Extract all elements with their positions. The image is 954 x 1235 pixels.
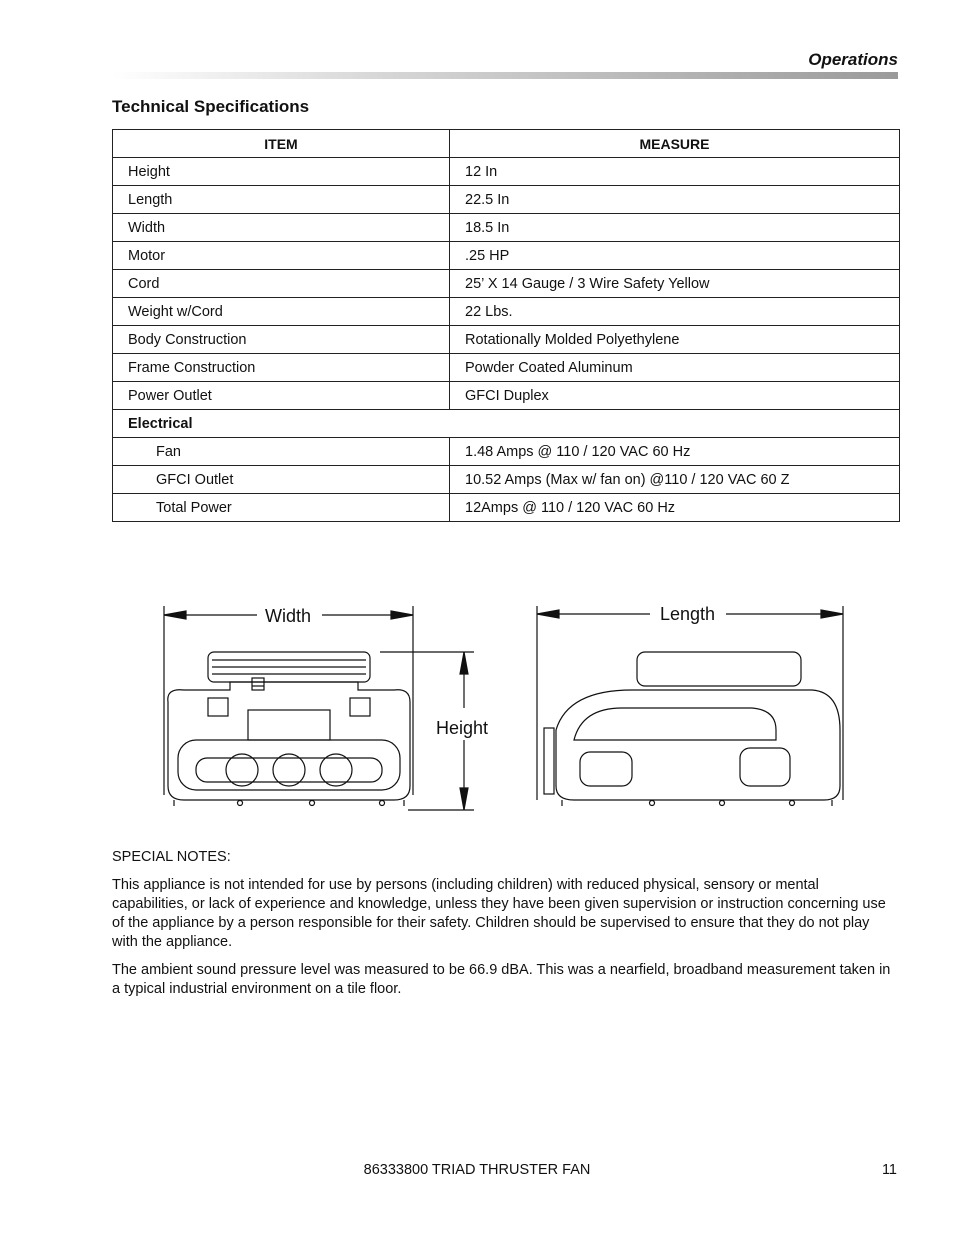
table-row xyxy=(113,158,900,186)
dimension-diagram xyxy=(112,590,898,830)
table-row xyxy=(113,270,900,298)
item-cell: Power Outlet xyxy=(113,382,450,410)
page-number: 11 xyxy=(881,1162,897,1178)
item-cell: Length xyxy=(113,186,450,214)
item-cell: Fan xyxy=(113,438,450,466)
measure-cell: .25 HP xyxy=(450,242,900,270)
table-row xyxy=(113,242,900,270)
item-cell: GFCI Outlet xyxy=(113,466,450,494)
header-rule xyxy=(112,72,898,79)
measure-cell: 1.48 Amps @ 110 / 120 VAC 60 Hz xyxy=(450,438,900,466)
notes-paragraph-sound: The ambient sound pressure level was measured to be 66.9 dBA. This was a nearfield, broadband measurement taken in a typical industrial environment on a tile floor. xyxy=(112,962,891,997)
measure-cell: GFCI Duplex xyxy=(450,382,900,410)
measure-cell: 18.5 In xyxy=(450,214,900,242)
side-view-drawing xyxy=(537,606,843,806)
front-view-drawing xyxy=(164,606,413,806)
item-cell: Height xyxy=(113,158,450,186)
measure-cell: Rotationally Molded Polyethylene xyxy=(450,326,900,354)
notes-paragraph-supervision: This appliance is not intended for use by persons (including children) with reduced physical, sensory or mental capabilities, or lack of experience and knowledge, unless they have been given supervision or instruction concerning use of the appliance by a person responsible for their safety. Children should be supervised to ensure that they do not play with the appliance. xyxy=(112,877,886,950)
measure-cell: 12Amps @ 110 / 120 VAC 60 Hz xyxy=(450,494,900,522)
table-group-row xyxy=(113,410,900,438)
table-row xyxy=(113,326,900,354)
table-row xyxy=(113,494,900,522)
section-label: Operations xyxy=(808,50,898,69)
measure-cell: 25’ X 14 Gauge / 3 Wire Safety Yellow xyxy=(450,270,900,298)
measure-cell: 10.52 Amps (Max w/ fan on) @110 / 120 VAC 60 Z xyxy=(450,466,900,494)
width-label: Width xyxy=(265,606,312,626)
column-header-item: ITEM xyxy=(113,130,450,158)
item-cell: Body Construction xyxy=(113,326,450,354)
item-cell: Cord xyxy=(113,270,450,298)
table-row xyxy=(113,186,900,214)
table-row xyxy=(113,214,900,242)
item-cell: Motor xyxy=(113,242,450,270)
length-label: Length xyxy=(660,604,716,624)
table-row xyxy=(113,354,900,382)
table-row xyxy=(113,382,900,410)
height-label: Height xyxy=(436,718,489,738)
table-row xyxy=(113,466,900,494)
electrical-group-label: Electrical xyxy=(113,410,900,438)
item-cell: Weight w/Cord xyxy=(113,298,450,326)
measure-cell: Powder Coated Aluminum xyxy=(450,354,900,382)
item-cell: Width xyxy=(113,214,450,242)
spec-table xyxy=(112,129,900,522)
table-row xyxy=(113,298,900,326)
measure-cell: 22.5 In xyxy=(450,186,900,214)
column-header-measure: MEASURE xyxy=(450,130,900,158)
measure-cell: 12 In xyxy=(450,158,900,186)
measure-cell: 22 Lbs. xyxy=(450,298,900,326)
special-notes-title: SPECIAL NOTES: xyxy=(112,849,231,865)
footer-document-title: 86333800 TRIAD THRUSTER FAN xyxy=(363,1162,591,1178)
page-title: Technical Specifications xyxy=(112,97,310,116)
item-cell: Frame Construction xyxy=(113,354,450,382)
table-header-row xyxy=(113,130,900,158)
item-cell: Total Power xyxy=(113,494,450,522)
table-row xyxy=(113,438,900,466)
